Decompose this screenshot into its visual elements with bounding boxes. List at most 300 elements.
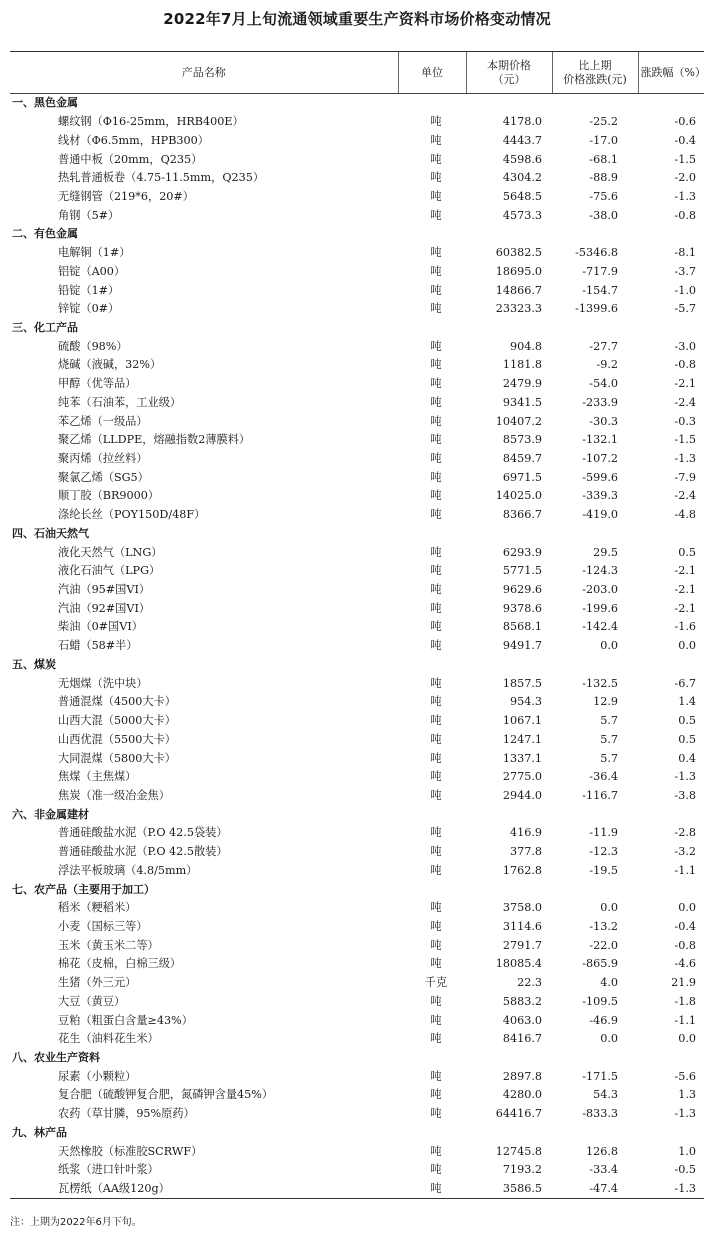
- table-row: [10, 300, 704, 319]
- product-name-cell: 电解铜（1#）: [58, 246, 131, 260]
- table-row: [10, 113, 704, 132]
- price-change-cell: -132.1: [582, 433, 618, 447]
- price-change-cell: 29.5: [593, 545, 618, 559]
- table-row: [10, 730, 704, 749]
- current-price-cell: 8568.1: [502, 620, 542, 634]
- product-name-cell: 汽油（92#国VI）: [58, 601, 151, 615]
- table-row: [10, 843, 704, 862]
- category-label: 八、农业生产资料: [12, 1051, 100, 1065]
- price-change-cell: -22.0: [589, 938, 618, 952]
- table-row: [10, 150, 704, 169]
- change-percent-cell: 0.0: [678, 901, 696, 915]
- unit-cell: 吨: [430, 358, 442, 372]
- unit-cell: 吨: [430, 395, 442, 409]
- unit-cell: 吨: [430, 620, 442, 634]
- unit-cell: 吨: [430, 751, 442, 765]
- current-price-cell: 377.8: [509, 845, 542, 859]
- table-row: [10, 131, 704, 150]
- unit-cell: 吨: [430, 695, 442, 709]
- table-row: [10, 899, 704, 918]
- price-change-cell: -12.3: [589, 845, 618, 859]
- unit-cell: 吨: [430, 919, 442, 933]
- current-price-cell: 904.8: [509, 339, 542, 353]
- unit-cell: 吨: [430, 1144, 442, 1158]
- change-percent-cell: -2.4: [674, 395, 696, 409]
- current-price-cell: 3114.6: [502, 919, 542, 933]
- product-name-cell: 棉花（皮棉，白棉三级）: [58, 957, 182, 971]
- product-name-cell: 锌锭（0#）: [58, 302, 120, 316]
- change-percent-cell: -0.8: [674, 358, 696, 372]
- unit-cell: 吨: [430, 264, 442, 278]
- current-price-cell: 1181.8: [502, 358, 542, 372]
- price-change-cell: -54.0: [589, 377, 618, 391]
- product-name-cell: 农药（草甘膦，95%原药）: [58, 1107, 195, 1121]
- unit-cell: 吨: [430, 1032, 442, 1046]
- price-change-cell: -13.2: [589, 919, 618, 933]
- unit-cell: 千克: [424, 976, 448, 990]
- product-name-cell: 大同混煤（5800大卡）: [58, 751, 176, 765]
- change-percent-cell: -1.3: [638, 1180, 704, 1199]
- price-change-cell: -124.3: [582, 564, 618, 578]
- current-price-cell: 64416.7: [495, 1107, 542, 1121]
- table-row: [10, 394, 704, 413]
- table-row: [10, 1030, 704, 1049]
- table-row: [10, 281, 704, 300]
- table-row: [10, 674, 704, 693]
- current-price-cell: 2791.7: [502, 938, 542, 952]
- price-change-cell: -109.5: [582, 994, 618, 1008]
- product-name-cell: 普通中板（20mm，Q235）: [58, 152, 203, 166]
- current-price-cell: 2944.0: [502, 788, 542, 802]
- change-percent-cell: -1.5: [674, 433, 696, 447]
- change-percent-cell: -3.7: [674, 264, 696, 278]
- product-name-cell: 聚丙烯（拉丝料）: [58, 452, 148, 466]
- table-row: [10, 637, 704, 656]
- current-price-cell: 10407.2: [495, 414, 542, 428]
- price-change-cell: -30.3: [589, 414, 618, 428]
- unit-cell: 吨: [430, 508, 442, 522]
- category-row: [10, 319, 704, 338]
- change-percent-cell: -2.8: [674, 826, 696, 840]
- product-name-cell: 大豆（黄豆）: [58, 994, 126, 1008]
- product-name-cell: 无烟煤（洗中块）: [58, 676, 148, 690]
- table-row: [10, 599, 704, 618]
- unit-cell: 吨: [430, 452, 442, 466]
- category-row: [10, 225, 704, 244]
- change-percent-cell: -5.6: [674, 1069, 696, 1083]
- change-percent-cell: 0.0: [678, 639, 696, 653]
- category-label: 三、化工产品: [12, 320, 78, 334]
- product-name-cell: 苯乙烯（一级品）: [58, 414, 148, 428]
- current-price-cell: 4063.0: [502, 1013, 542, 1027]
- price-change-cell: -142.4: [582, 620, 618, 634]
- product-name-cell: 液化天然气（LNG）: [58, 545, 163, 559]
- current-price-cell: 4598.6: [502, 152, 542, 166]
- change-percent-cell: -1.6: [674, 620, 696, 634]
- unit-cell: 吨: [430, 901, 442, 915]
- category-row: [10, 656, 704, 675]
- product-name-cell: 液化石油气（LPG）: [58, 564, 161, 578]
- product-name-cell: 无缝钢管（219*6，20#）: [58, 189, 194, 203]
- unit-cell: 吨: [430, 283, 442, 297]
- product-name-cell: 热轧普通板卷（4.75-11.5mm，Q235）: [58, 171, 265, 185]
- category-label: 四、石油天然气: [12, 526, 89, 540]
- change-percent-cell: -2.0: [674, 171, 696, 185]
- price-change-cell: -38.0: [589, 208, 618, 222]
- table-row: [10, 1180, 704, 1199]
- current-price-cell: 18695.0: [495, 264, 542, 278]
- change-percent-cell: -1.3: [674, 770, 696, 784]
- header-price-change-text: 比上期 价格涨跌(元): [563, 58, 627, 86]
- unit-cell: 吨: [430, 152, 442, 166]
- price-change-cell: -339.3: [582, 489, 618, 503]
- table-row: [10, 506, 704, 525]
- price-change-cell: -865.9: [582, 957, 618, 971]
- table-row: [10, 974, 704, 993]
- product-name-cell: 柴油（0#国VI）: [58, 620, 143, 634]
- change-percent-cell: -4.8: [674, 508, 696, 522]
- price-change-cell: -27.7: [589, 339, 618, 353]
- category-row: [10, 525, 704, 544]
- price-change-cell: -25.2: [589, 115, 618, 129]
- current-price-cell: 4304.2: [502, 171, 542, 185]
- table-row: [10, 955, 704, 974]
- current-price-cell: 8416.7: [502, 1032, 542, 1046]
- category-row: [10, 880, 704, 899]
- price-change-cell: -833.3: [582, 1107, 618, 1121]
- product-name-cell: 焦煤（主焦煤）: [58, 770, 137, 784]
- category-label: 九、林产品: [12, 1125, 67, 1139]
- unit-cell: 吨: [430, 788, 442, 802]
- product-name-cell: 豆粕（粗蛋白含量≥43%）: [58, 1013, 193, 1027]
- current-price-cell: 5771.5: [502, 564, 542, 578]
- product-name-cell: 普通混煤（4500大卡）: [58, 695, 176, 709]
- product-name-cell: 聚乙烯（LLDPE，熔融指数2薄膜料）: [58, 433, 251, 447]
- price-change-cell: -36.4: [589, 770, 618, 784]
- category-label: 五、煤炭: [12, 657, 56, 671]
- table-row: [10, 169, 704, 188]
- product-name-cell: 聚氯乙烯（SG5）: [58, 470, 149, 484]
- table-row: [10, 1161, 704, 1180]
- current-price-cell: 1247.1: [502, 732, 542, 746]
- category-label: 一、黑色金属: [12, 96, 78, 110]
- product-name-cell: 小麦（国标三等）: [58, 919, 148, 933]
- change-percent-cell: -1.1: [674, 863, 696, 877]
- product-name-cell: 石蜡（58#半）: [58, 639, 138, 653]
- change-percent-cell: -3.2: [674, 845, 696, 859]
- change-percent-cell: -2.1: [674, 601, 696, 615]
- price-change-cell: 5.7: [600, 714, 618, 728]
- current-price-cell: 8459.7: [502, 452, 542, 466]
- product-name-cell: 涤纶长丝（POY150D/48F）: [58, 508, 206, 522]
- current-price-cell: 2479.9: [502, 377, 542, 391]
- product-name-cell: 天然橡胶（标准胶SCRWF）: [58, 1144, 203, 1158]
- unit-cell: 吨: [398, 1180, 466, 1199]
- product-name-cell: 铅锭（1#）: [58, 283, 120, 297]
- change-percent-cell: -1.5: [674, 152, 696, 166]
- table-row: [10, 1142, 704, 1161]
- table-row: [10, 1105, 704, 1124]
- current-price-cell: 1762.8: [502, 863, 542, 877]
- product-name-cell: 玉米（黄玉米二等）: [58, 938, 159, 952]
- unit-cell: 吨: [430, 770, 442, 784]
- price-change-cell: -47.4: [552, 1180, 638, 1199]
- price-change-cell: -116.7: [582, 788, 618, 802]
- price-change-cell: -419.0: [582, 508, 618, 522]
- product-name-cell: 铝锭（A00）: [58, 264, 126, 278]
- table-row: [10, 787, 704, 806]
- unit-cell: 吨: [430, 1069, 442, 1083]
- price-change-cell: 5.7: [600, 751, 618, 765]
- unit-cell: 吨: [430, 957, 442, 971]
- change-percent-cell: -0.8: [674, 938, 696, 952]
- change-percent-cell: -1.3: [674, 189, 696, 203]
- change-percent-cell: -0.4: [674, 919, 696, 933]
- unit-cell: 吨: [430, 676, 442, 690]
- header-product-name: 产品名称: [10, 52, 398, 94]
- table-row: [10, 188, 704, 207]
- table-row: [10, 450, 704, 469]
- price-change-cell: -46.9: [589, 1013, 618, 1027]
- unit-cell: 吨: [430, 302, 442, 316]
- price-change-cell: 126.8: [585, 1144, 618, 1158]
- change-percent-cell: -5.7: [674, 302, 696, 316]
- unit-cell: 吨: [430, 639, 442, 653]
- change-percent-cell: -4.6: [674, 957, 696, 971]
- unit-cell: 吨: [430, 133, 442, 147]
- product-name-cell: 普通硅酸盐水泥（P.O 42.5散装）: [58, 845, 228, 859]
- unit-cell: 吨: [430, 601, 442, 615]
- current-price-cell: 9491.7: [502, 639, 542, 653]
- change-percent-cell: -1.3: [674, 1107, 696, 1121]
- current-price-cell: 18085.4: [495, 957, 542, 971]
- current-price-cell: 416.9: [509, 826, 542, 840]
- unit-cell: 吨: [430, 564, 442, 578]
- product-name-cell: 甲醇（优等品）: [58, 377, 137, 391]
- change-percent-cell: -7.9: [674, 470, 696, 484]
- unit-cell: 吨: [430, 1107, 442, 1121]
- table-row: [10, 412, 704, 431]
- current-price-cell: 7193.2: [502, 1163, 542, 1177]
- table-row: [10, 206, 704, 225]
- product-name-cell: 山西大混（5000大卡）: [58, 714, 176, 728]
- unit-cell: 吨: [430, 377, 442, 391]
- current-price-cell: 2775.0: [502, 770, 542, 784]
- table-row: [10, 1086, 704, 1105]
- table-row: [10, 936, 704, 955]
- current-price-cell: 6293.9: [502, 545, 542, 559]
- change-percent-cell: -1.3: [674, 452, 696, 466]
- price-change-cell: -107.2: [582, 452, 618, 466]
- current-price-cell: 6971.5: [502, 470, 542, 484]
- current-price-cell: 9341.5: [502, 395, 542, 409]
- change-percent-cell: -2.1: [674, 564, 696, 578]
- product-name-cell: 山西优混（5500大卡）: [58, 732, 176, 746]
- page-title: 2022年7月上旬流通领域重要生产资料市场价格变动情况: [163, 10, 551, 28]
- product-name-cell: 焦炭（准一级冶金焦）: [58, 788, 170, 802]
- product-name-cell: 角钢（5#）: [58, 208, 120, 222]
- unit-cell: 吨: [430, 246, 442, 260]
- change-percent-cell: 0.5: [678, 714, 696, 728]
- product-name-cell: 生猪（外三元）: [58, 976, 137, 990]
- change-percent-cell: -3.0: [674, 339, 696, 353]
- product-name-cell: 稻米（粳稻米）: [58, 901, 137, 915]
- price-change-cell: -68.1: [589, 152, 618, 166]
- product-name-cell: 花生（油料花生米）: [58, 1032, 159, 1046]
- unit-cell: 吨: [430, 826, 442, 840]
- unit-cell: 吨: [430, 732, 442, 746]
- price-change-cell: 12.9: [593, 695, 618, 709]
- unit-cell: 吨: [430, 1013, 442, 1027]
- table-row: [10, 1011, 704, 1030]
- table-body: [10, 94, 704, 1199]
- unit-cell: 吨: [430, 545, 442, 559]
- table-row: [10, 749, 704, 768]
- product-name-cell: 螺纹钢（Φ16-25mm，HRB400E）: [58, 115, 244, 129]
- price-change-cell: 54.3: [593, 1088, 618, 1102]
- current-price-cell: 1337.1: [502, 751, 542, 765]
- category-label: 二、有色金属: [12, 227, 78, 241]
- header-change-percent: 涨跌幅（%）: [638, 52, 704, 94]
- product-name-cell: 纸浆（进口针叶浆）: [58, 1163, 159, 1177]
- current-price-cell: 954.3: [509, 695, 542, 709]
- product-name-cell: 浮法平板玻璃（4.8/5mm）: [58, 863, 198, 877]
- product-name-cell: 普通硅酸盐水泥（P.O 42.5袋装）: [58, 826, 228, 840]
- change-percent-cell: 1.3: [678, 1088, 696, 1102]
- table-header-row: [10, 52, 704, 94]
- table-row: [10, 431, 704, 450]
- table-row: [10, 581, 704, 600]
- current-price-cell: 12745.8: [495, 1144, 542, 1158]
- price-change-cell: -33.4: [589, 1163, 618, 1177]
- current-price-cell: 4443.7: [502, 133, 542, 147]
- current-price-cell: 23323.3: [495, 302, 542, 316]
- change-percent-cell: 0.5: [678, 732, 696, 746]
- table-row: [10, 356, 704, 375]
- change-percent-cell: -2.4: [674, 489, 696, 503]
- price-change-cell: 5.7: [600, 732, 618, 746]
- header-price-change: [552, 52, 638, 94]
- unit-cell: 吨: [430, 1088, 442, 1102]
- unit-cell: 吨: [430, 339, 442, 353]
- change-percent-cell: -6.7: [674, 676, 696, 690]
- price-change-cell: -88.9: [589, 171, 618, 185]
- product-name-cell: 烧碱（液碱，32%）: [58, 358, 162, 372]
- product-name-cell: 顺丁胶（BR9000）: [58, 489, 160, 503]
- change-percent-cell: -0.3: [674, 414, 696, 428]
- footnote: 注：上期为2022年6月下旬。: [10, 1217, 142, 1228]
- current-price-cell: 14866.7: [495, 283, 542, 297]
- table-row: [10, 993, 704, 1012]
- current-price-cell: 14025.0: [495, 489, 542, 503]
- unit-cell: 吨: [430, 845, 442, 859]
- change-percent-cell: -1.8: [674, 994, 696, 1008]
- change-percent-cell: 1.4: [678, 695, 696, 709]
- table-row: [10, 1067, 704, 1086]
- current-price-cell: 2897.8: [502, 1069, 542, 1083]
- table-row: [10, 768, 704, 787]
- product-name-cell: 硫酸（98%）: [58, 339, 128, 353]
- table-row: [10, 262, 704, 281]
- current-price-cell: 8573.9: [502, 433, 542, 447]
- current-price-cell: 9629.6: [502, 583, 542, 597]
- table-row: [10, 824, 704, 843]
- category-row: [10, 805, 704, 824]
- change-percent-cell: -8.1: [674, 246, 696, 260]
- category-label: 七、农产品（主要用于加工）: [12, 882, 155, 896]
- current-price-cell: 8366.7: [502, 508, 542, 522]
- price-change-cell: -599.6: [582, 470, 618, 484]
- change-percent-cell: -2.1: [674, 583, 696, 597]
- price-table: [10, 51, 704, 1199]
- price-change-cell: -203.0: [582, 583, 618, 597]
- header-current-price: [466, 52, 552, 94]
- product-name-cell: 线材（Φ6.5mm，HPB300）: [58, 133, 209, 147]
- price-change-cell: 0.0: [600, 639, 618, 653]
- product-name-cell: 汽油（95#国VI）: [58, 583, 151, 597]
- change-percent-cell: -0.4: [674, 133, 696, 147]
- change-percent-cell: -0.8: [674, 208, 696, 222]
- price-change-cell: -233.9: [582, 395, 618, 409]
- unit-cell: 吨: [430, 938, 442, 952]
- price-change-cell: -17.0: [589, 133, 618, 147]
- price-change-cell: -9.2: [596, 358, 618, 372]
- table-row: [10, 918, 704, 937]
- change-percent-cell: -0.6: [674, 115, 696, 129]
- change-percent-cell: -0.5: [674, 1163, 696, 1177]
- table-row: [10, 468, 704, 487]
- unit-cell: 吨: [430, 583, 442, 597]
- current-price-cell: 4178.0: [502, 115, 542, 129]
- current-price-cell: 5648.5: [502, 189, 542, 203]
- current-price-cell: 1067.1: [502, 714, 542, 728]
- unit-cell: 吨: [430, 489, 442, 503]
- table-row: [10, 337, 704, 356]
- price-change-cell: -717.9: [582, 264, 618, 278]
- current-price-cell: 9378.6: [502, 601, 542, 615]
- table-row: [10, 712, 704, 731]
- change-percent-cell: 0.4: [678, 751, 696, 765]
- table-row: [10, 562, 704, 581]
- table-row: [10, 375, 704, 394]
- change-percent-cell: -3.8: [674, 788, 696, 802]
- table-row: [10, 487, 704, 506]
- table-row: [10, 693, 704, 712]
- table-row: [10, 861, 704, 880]
- price-change-cell: 0.0: [600, 901, 618, 915]
- current-price-cell: 4573.3: [502, 208, 542, 222]
- header-current-price-text: 本期价格 （元）: [487, 58, 531, 86]
- price-change-cell: 0.0: [600, 1032, 618, 1046]
- price-change-cell: 4.0: [600, 976, 618, 990]
- unit-cell: 吨: [430, 414, 442, 428]
- price-change-cell: -5346.8: [575, 246, 618, 260]
- product-name-cell: 复合肥（硫酸钾复合肥，氮磷钾含量45%）: [58, 1088, 274, 1102]
- unit-cell: 吨: [430, 714, 442, 728]
- price-change-cell: -199.6: [582, 601, 618, 615]
- product-name-cell: 瓦楞纸（AA级120g）: [10, 1180, 398, 1199]
- product-name-cell: 尿素（小颗粒）: [58, 1069, 137, 1083]
- price-change-cell: -11.9: [589, 826, 618, 840]
- product-name-cell: 纯苯（石油苯，工业级）: [58, 395, 182, 409]
- unit-cell: 吨: [430, 470, 442, 484]
- current-price-cell: 3586.5: [466, 1180, 552, 1199]
- price-change-cell: -132.5: [582, 676, 618, 690]
- price-change-cell: -1399.6: [575, 302, 618, 316]
- current-price-cell: 22.3: [517, 976, 542, 990]
- change-percent-cell: -1.1: [674, 1013, 696, 1027]
- price-change-cell: -75.6: [589, 189, 618, 203]
